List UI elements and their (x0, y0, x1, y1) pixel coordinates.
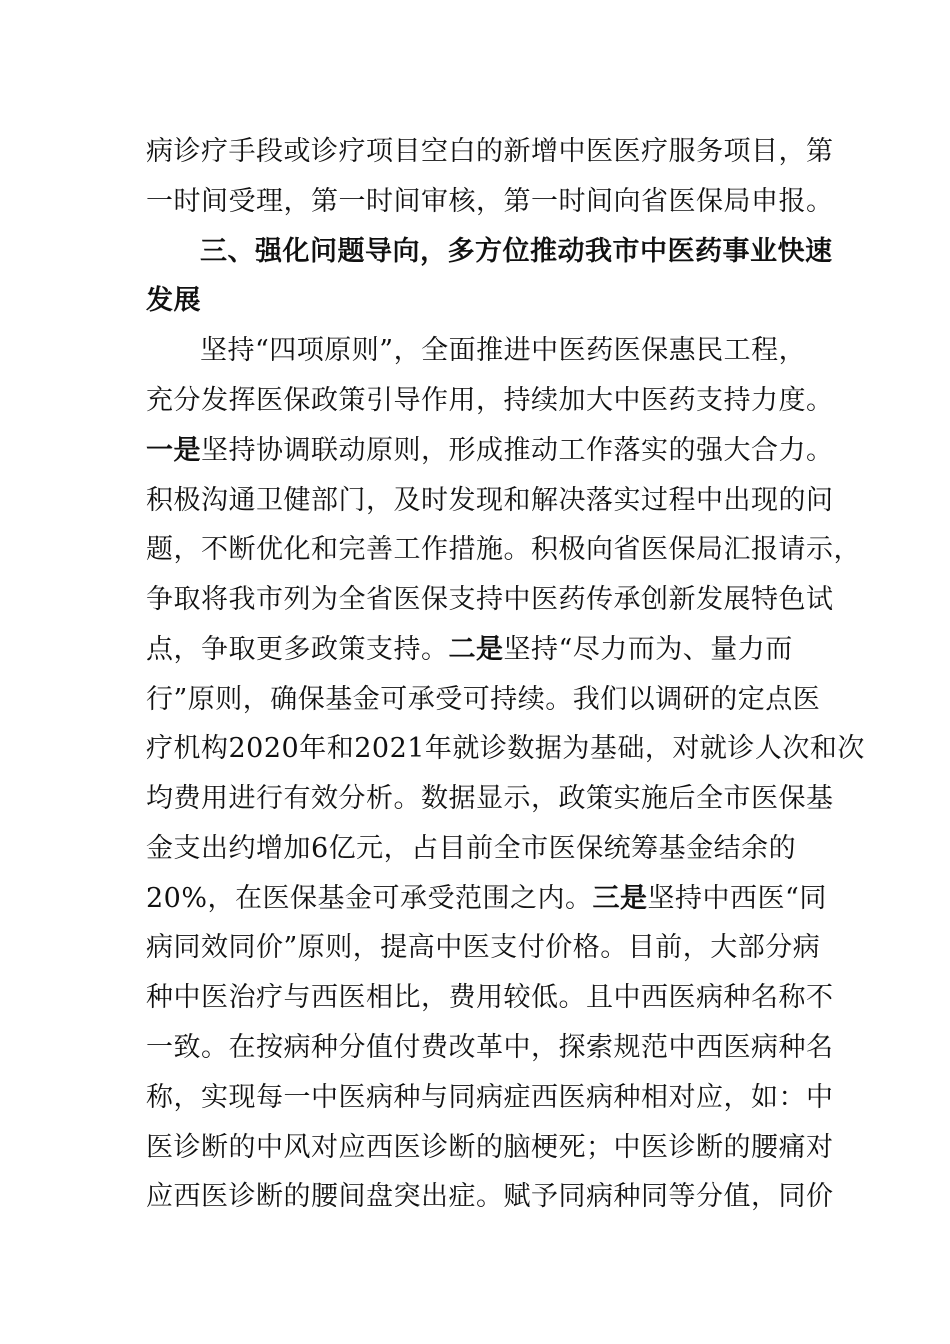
line-text: 疗机构2020年和2021年就诊数据为基础，对就诊人次和次 (146, 733, 865, 764)
line-text: 20%，在医保基金可承受范围之内。 (146, 883, 593, 914)
body-line (146, 383, 834, 419)
bold-lead-label: 二是 (448, 634, 504, 665)
body-line (146, 930, 820, 966)
line-text: 题，不断优化和完善工作措施。积极向省医保局汇报请示， (146, 534, 861, 565)
body-line (146, 483, 834, 519)
body-line (146, 582, 834, 618)
line-text: 一致。在按病种分值付费改革中，探索规范中西医病种名 (146, 1032, 834, 1063)
line-text: 医诊断的中风对应西医诊断的脑梗死；中医诊断的腰痛对 (146, 1132, 834, 1163)
body-line (146, 980, 834, 1016)
line-text: 一时间受理，第一时间审核，第一时间向省医保局申报。 (146, 186, 834, 217)
line-text: 称，实现每一中医病种与同病症西医病种相对应，如：中 (146, 1082, 834, 1113)
body-line (146, 781, 834, 817)
body-line (146, 1130, 834, 1166)
line-text: 行”原则，确保基金可承受可持续。我们以调研的定点医 (146, 684, 821, 715)
line-text: 种中医治疗与西医相比，费用较低。且中西医病种名称不 (146, 982, 834, 1013)
bold-lead-label: 一是 (146, 435, 201, 466)
line-text: 应西医诊断的腰间盘突出症。赋予同病种同等分值，同价 (146, 1181, 834, 1212)
body-line (146, 1179, 834, 1215)
line-text: 坚持“四项原则”，全面推进中医药医保惠民工程， (200, 335, 807, 366)
body-line (146, 682, 820, 718)
line-text: 点，争取更多政策支持。 (146, 634, 449, 665)
body-line (146, 1030, 834, 1066)
heading-text: 发展 (146, 285, 201, 316)
body-line (146, 532, 861, 568)
line-text: 坚持协调联动原则，形成推动工作落实的强大合力。 (201, 435, 834, 466)
body-line (146, 184, 834, 220)
line-text: 坚持中西医“同 (647, 883, 827, 914)
body-line (146, 731, 865, 767)
line-text: 均费用进行有效分析。数据显示，政策实施后全市医保基 (146, 783, 834, 814)
body-line (146, 632, 793, 668)
section-heading (200, 234, 833, 270)
line-text: 病诊疗手段或诊疗项目空白的新增中医医疗服务项目，第 (146, 136, 834, 167)
line-text: 充分发挥医保政策引导作用，持续加大中医药支持力度。 (146, 385, 834, 416)
line-text: 金支出约增加6亿元，占目前全市医保统筹基金结余的 (146, 833, 797, 864)
line-text: 争取将我市列为全省医保支持中医药传承创新发展特色试 (146, 584, 834, 615)
paragraph-first-line (200, 333, 806, 369)
body-line (146, 831, 796, 867)
body-line (146, 433, 834, 469)
line-text: 病同效同价”原则，提高中医支付价格。目前，大部分病 (146, 932, 821, 963)
body-line (146, 134, 834, 170)
heading-text: 三、强化问题导向，多方位推动我市中医药事业快速 (200, 236, 833, 267)
line-text: 坚持“尽力而为、量力而 (503, 634, 793, 665)
line-text: 积极沟通卫健部门，及时发现和解决落实过程中出现的问 (146, 485, 834, 516)
section-heading-continued (146, 283, 201, 319)
body-line (146, 881, 827, 917)
body-line (146, 1080, 834, 1116)
bold-lead-label: 三是 (592, 883, 648, 914)
